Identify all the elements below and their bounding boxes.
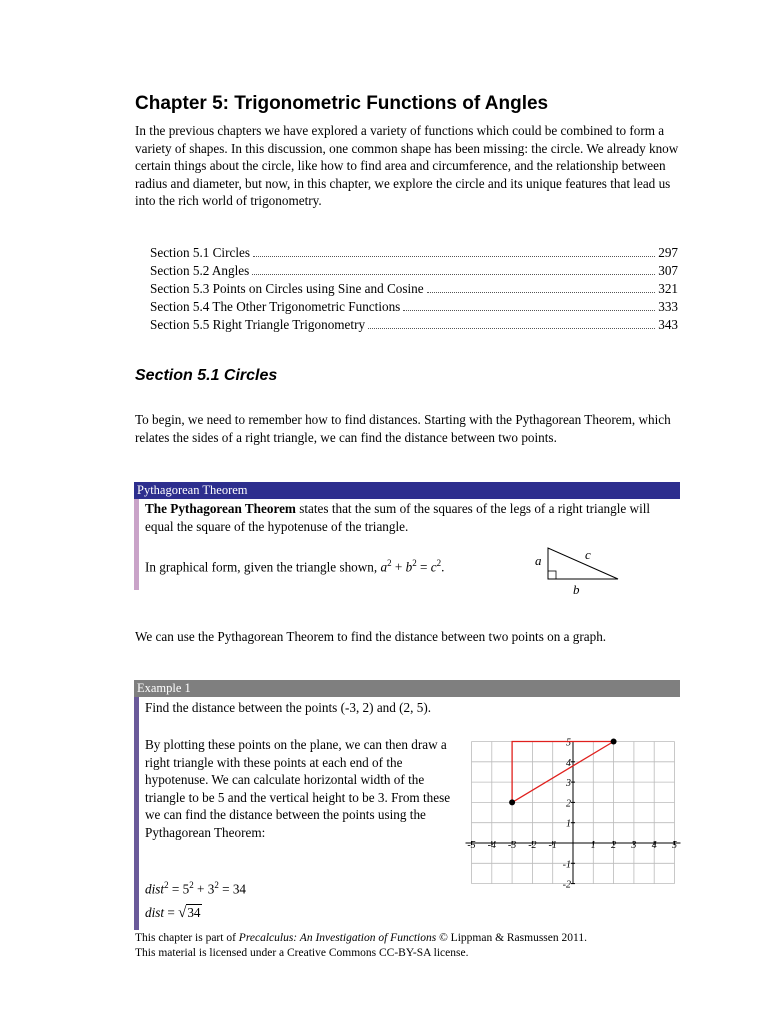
x-tick-label: -1 xyxy=(548,840,557,851)
x-tick-label: 4 xyxy=(651,840,657,851)
triangle-label-b: b xyxy=(573,582,580,597)
x-tick-label: -5 xyxy=(467,840,476,851)
footer-book-title: Precalculus: An Investigation of Functions xyxy=(238,932,437,944)
toc-leader xyxy=(368,328,655,329)
formula-prefix: In graphical form, given the triangle shown, xyxy=(145,559,381,575)
toc-label: Section 5.1 Circles xyxy=(150,245,250,260)
x-tick-label: -2 xyxy=(528,840,537,851)
eq1-lhs: dist xyxy=(145,881,165,897)
plot-point xyxy=(509,799,515,805)
eq1-exp-5: 2 xyxy=(189,880,194,890)
triangle-shape xyxy=(548,548,618,579)
x-tick-label: 2 xyxy=(611,840,617,851)
y-tick-label: 3 xyxy=(566,778,571,790)
formula-b: b xyxy=(405,559,413,575)
toc-page: 333 xyxy=(658,299,678,314)
example-bar xyxy=(134,697,139,930)
footer-prefix: This chapter is part of xyxy=(135,932,239,944)
toc-label: Section 5.4 The Other Trigonometric Functions xyxy=(150,299,401,314)
plot-point xyxy=(611,739,617,745)
toc-leader xyxy=(253,256,655,257)
toc-label: Section 5.2 Angles xyxy=(150,263,250,278)
pythagorean-statement-text: states that the sum of the squares of the legs of a right triangle will equal the square of the hypotenuse of the triangle. xyxy=(145,501,651,534)
eq2-radicand: 34 xyxy=(187,905,201,920)
pythagorean-box-header: Pythagorean Theorem xyxy=(134,482,680,499)
eq1-exp-3: 2 xyxy=(214,880,219,890)
eq2-lhs: dist xyxy=(145,905,165,920)
pythagorean-box-bar xyxy=(134,499,139,590)
formula-a: a xyxy=(380,559,388,575)
formula-plus: + xyxy=(391,559,406,575)
pythagorean-statement xyxy=(145,500,665,535)
pythagorean-formula: In graphical form, given the triangle shown, $a^2 + b^2 = c^2$. xyxy=(145,558,445,575)
toc-label: Section 5.3 Points on Circles using Sine and Cosine xyxy=(150,281,424,296)
footer-suffix: © Lippman & Rasmussen 2011. xyxy=(436,932,587,944)
example-explanation: By plotting these points on the plane, we can then draw a right triangle with these points at each end of the hypotenuse. We can calculate horizontal width of the triangle to be 5 and the vertical height to be 3. From these we can find the distance between the points using the Pythagorean Theorem: xyxy=(145,737,451,840)
section-intro: To begin, we need to remember how to find distances. Starting with the Pythagorean Theorem, which relates the sides of a right triangle, we can find the distance between two points. xyxy=(135,412,671,445)
example-question: Find the distance between the points (-3, 2) and (2, 5). xyxy=(145,700,432,715)
y-tick-label: -1 xyxy=(562,859,571,871)
formula-exp-a: 2 xyxy=(387,558,392,568)
toc-page: 297 xyxy=(658,245,678,260)
toc-entry[interactable] xyxy=(150,263,678,281)
right-triangle-figure xyxy=(528,542,628,598)
chapter-intro: In the previous chapters we have explored a variety of functions which could be combined to form a variety of shapes. In this discussion, one common shape has been missing: the circle. We already know certain things about the circle, like how to find area and circumference, and the relationship between radius and diameter, but now, in this chapter, we explore the circle and its unique features that lead us into the rich world of trigonometry. xyxy=(135,123,679,209)
formula-exp-c: 2 xyxy=(436,558,442,568)
right-angle-marker xyxy=(548,571,556,579)
y-tick-label: 5 xyxy=(566,737,571,749)
distance-equation-2 xyxy=(145,905,202,922)
eq1-end: = 34 xyxy=(218,881,247,897)
formula-c: c xyxy=(430,559,437,575)
footer-line-2: This material is licensed under a Creative Commons CC-BY-SA license. xyxy=(135,946,469,959)
toc-leader xyxy=(403,310,655,311)
formula-equals: = xyxy=(416,559,431,575)
x-tick-label: -4 xyxy=(487,840,496,851)
toc-entry[interactable] xyxy=(150,317,678,335)
triangle-label-c: c xyxy=(585,547,591,562)
x-tick-label: -3 xyxy=(507,840,517,851)
x-tick-label: 1 xyxy=(590,840,596,851)
section-title: Section 5.1 Circles xyxy=(135,367,278,384)
y-tick-label: 4 xyxy=(566,757,571,769)
toc-label: Section 5.5 Right Triangle Trigonometry xyxy=(150,317,366,332)
toc-leader xyxy=(427,292,656,293)
y-tick-label: 2 xyxy=(566,798,571,810)
triangle-label-a: a xyxy=(535,553,542,568)
hypotenuse-line xyxy=(512,742,614,803)
toc-page: 343 xyxy=(658,317,678,332)
toc-entry[interactable] xyxy=(150,299,678,317)
example-header: Example 1 xyxy=(134,680,680,697)
x-tick-label: 5 xyxy=(672,840,677,851)
toc-leader xyxy=(252,274,655,275)
transition-text: We can use the Pythagorean Theorem to find the distance between two points on a graph. xyxy=(135,629,607,644)
coordinate-graph xyxy=(462,728,680,891)
eq1-rhs: = 5 xyxy=(168,881,190,897)
eq1-mid: + 3 xyxy=(193,881,215,897)
toc-entry[interactable] xyxy=(150,245,678,263)
toc-page: 321 xyxy=(658,281,678,296)
sqrt-icon: √ xyxy=(178,905,187,921)
footer xyxy=(135,931,587,960)
toc-page: 307 xyxy=(658,263,678,278)
y-tick-label: 1 xyxy=(566,818,571,830)
pythagorean-term: The Pythagorean Theorem xyxy=(145,501,296,516)
eq2-equals: = xyxy=(164,905,179,920)
eq1-exp-lhs: 2 xyxy=(164,880,169,890)
chapter-title: Chapter 5: Trigonometric Functions of Angles xyxy=(135,93,549,114)
toc-entry[interactable] xyxy=(150,281,678,299)
table-of-contents xyxy=(150,245,678,335)
formula-exp-b: 2 xyxy=(412,558,417,568)
footer-line-1 xyxy=(135,931,587,946)
x-tick-label: 3 xyxy=(631,840,637,851)
y-tick-label: -2 xyxy=(562,879,571,891)
distance-equation-1 xyxy=(145,880,246,897)
